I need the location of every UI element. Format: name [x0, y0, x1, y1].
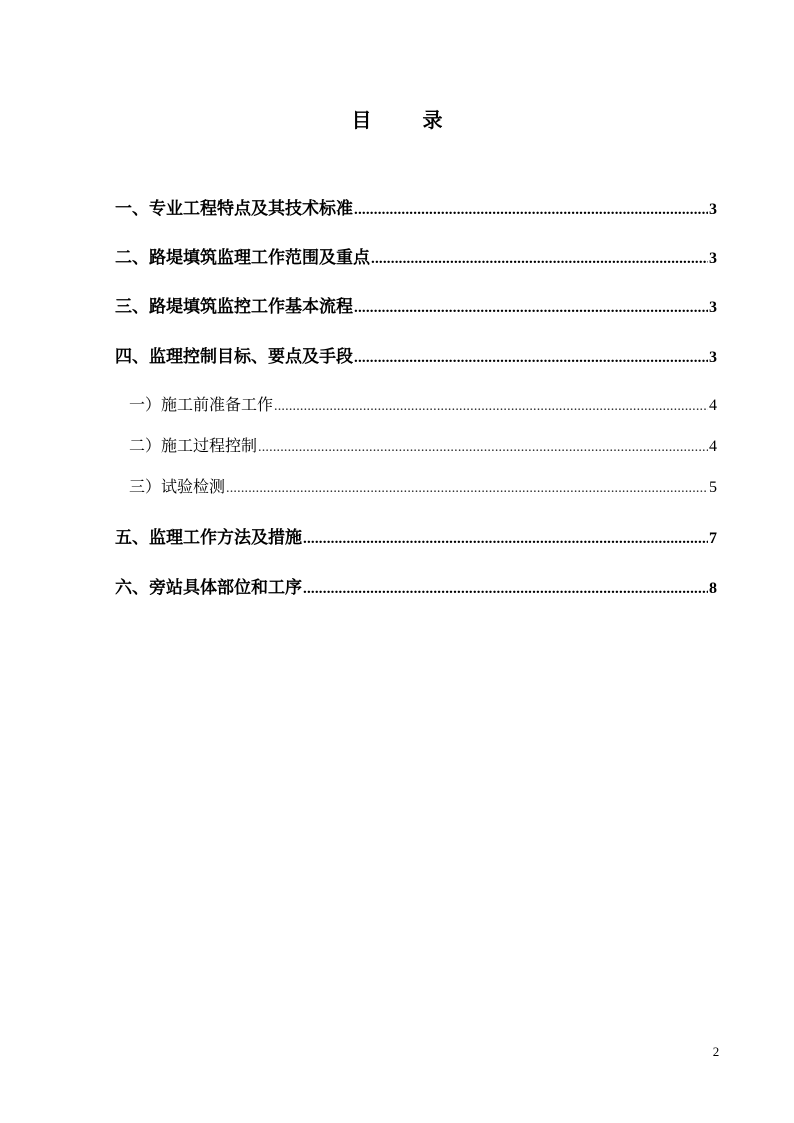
- toc-subentry-1[interactable]: [115, 392, 717, 415]
- toc-entry-1[interactable]: [115, 194, 717, 219]
- toc-entry-text: 三、路堤填筑监控工作基本流程: [115, 297, 353, 317]
- toc-entry-text: 二、路堤填筑监理工作范围及重点: [115, 248, 370, 268]
- toc-dot-leader: [354, 350, 708, 367]
- toc-dot-leader: [274, 399, 708, 415]
- toc-entry-text: 二）施工过程控制: [129, 436, 258, 455]
- toc-dot-leader: [303, 531, 708, 548]
- toc-entry-3[interactable]: [115, 292, 717, 317]
- toc-entry-page: 4: [709, 438, 717, 455]
- toc-entry-page: 3: [709, 349, 717, 366]
- toc-dot-leader: [226, 481, 708, 497]
- toc-subentry-2[interactable]: [115, 433, 717, 456]
- toc-entry-page: 3: [709, 299, 717, 316]
- toc-dot-leader: [354, 300, 708, 317]
- toc-title: 目 录: [351, 108, 465, 132]
- toc-entry-text: 四、监理控制目标、要点及手段: [115, 347, 353, 367]
- toc-entry-2[interactable]: [115, 243, 717, 268]
- page-number: 2: [712, 1044, 720, 1059]
- toc-entry-6[interactable]: [115, 573, 717, 598]
- toc-dot-leader: [354, 202, 708, 219]
- toc-entry-5[interactable]: [115, 523, 717, 548]
- toc-entry-page: 5: [709, 479, 717, 496]
- toc-entry-text: 五、监理工作方法及措施: [115, 528, 302, 548]
- toc-entry-page: 7: [709, 530, 717, 547]
- toc-entry-text: 一）施工前准备工作: [129, 395, 274, 414]
- toc-entry-text: 一、专业工程特点及其技术标准: [115, 199, 353, 219]
- toc-dot-leader: [371, 251, 708, 268]
- toc-entry-text: 六、旁站具体部位和工序: [115, 578, 302, 598]
- toc-dot-leader: [303, 581, 708, 598]
- toc-entry-page: 3: [709, 201, 717, 218]
- toc-entry-page: 4: [709, 397, 717, 414]
- toc-entry-text: 三）试验检测: [129, 477, 226, 496]
- toc-subentry-3[interactable]: [115, 474, 717, 497]
- toc-entry-4[interactable]: [115, 342, 717, 367]
- toc-dot-leader: [258, 440, 708, 456]
- toc-entry-page: 3: [709, 250, 717, 267]
- toc-entry-page: 8: [709, 580, 717, 597]
